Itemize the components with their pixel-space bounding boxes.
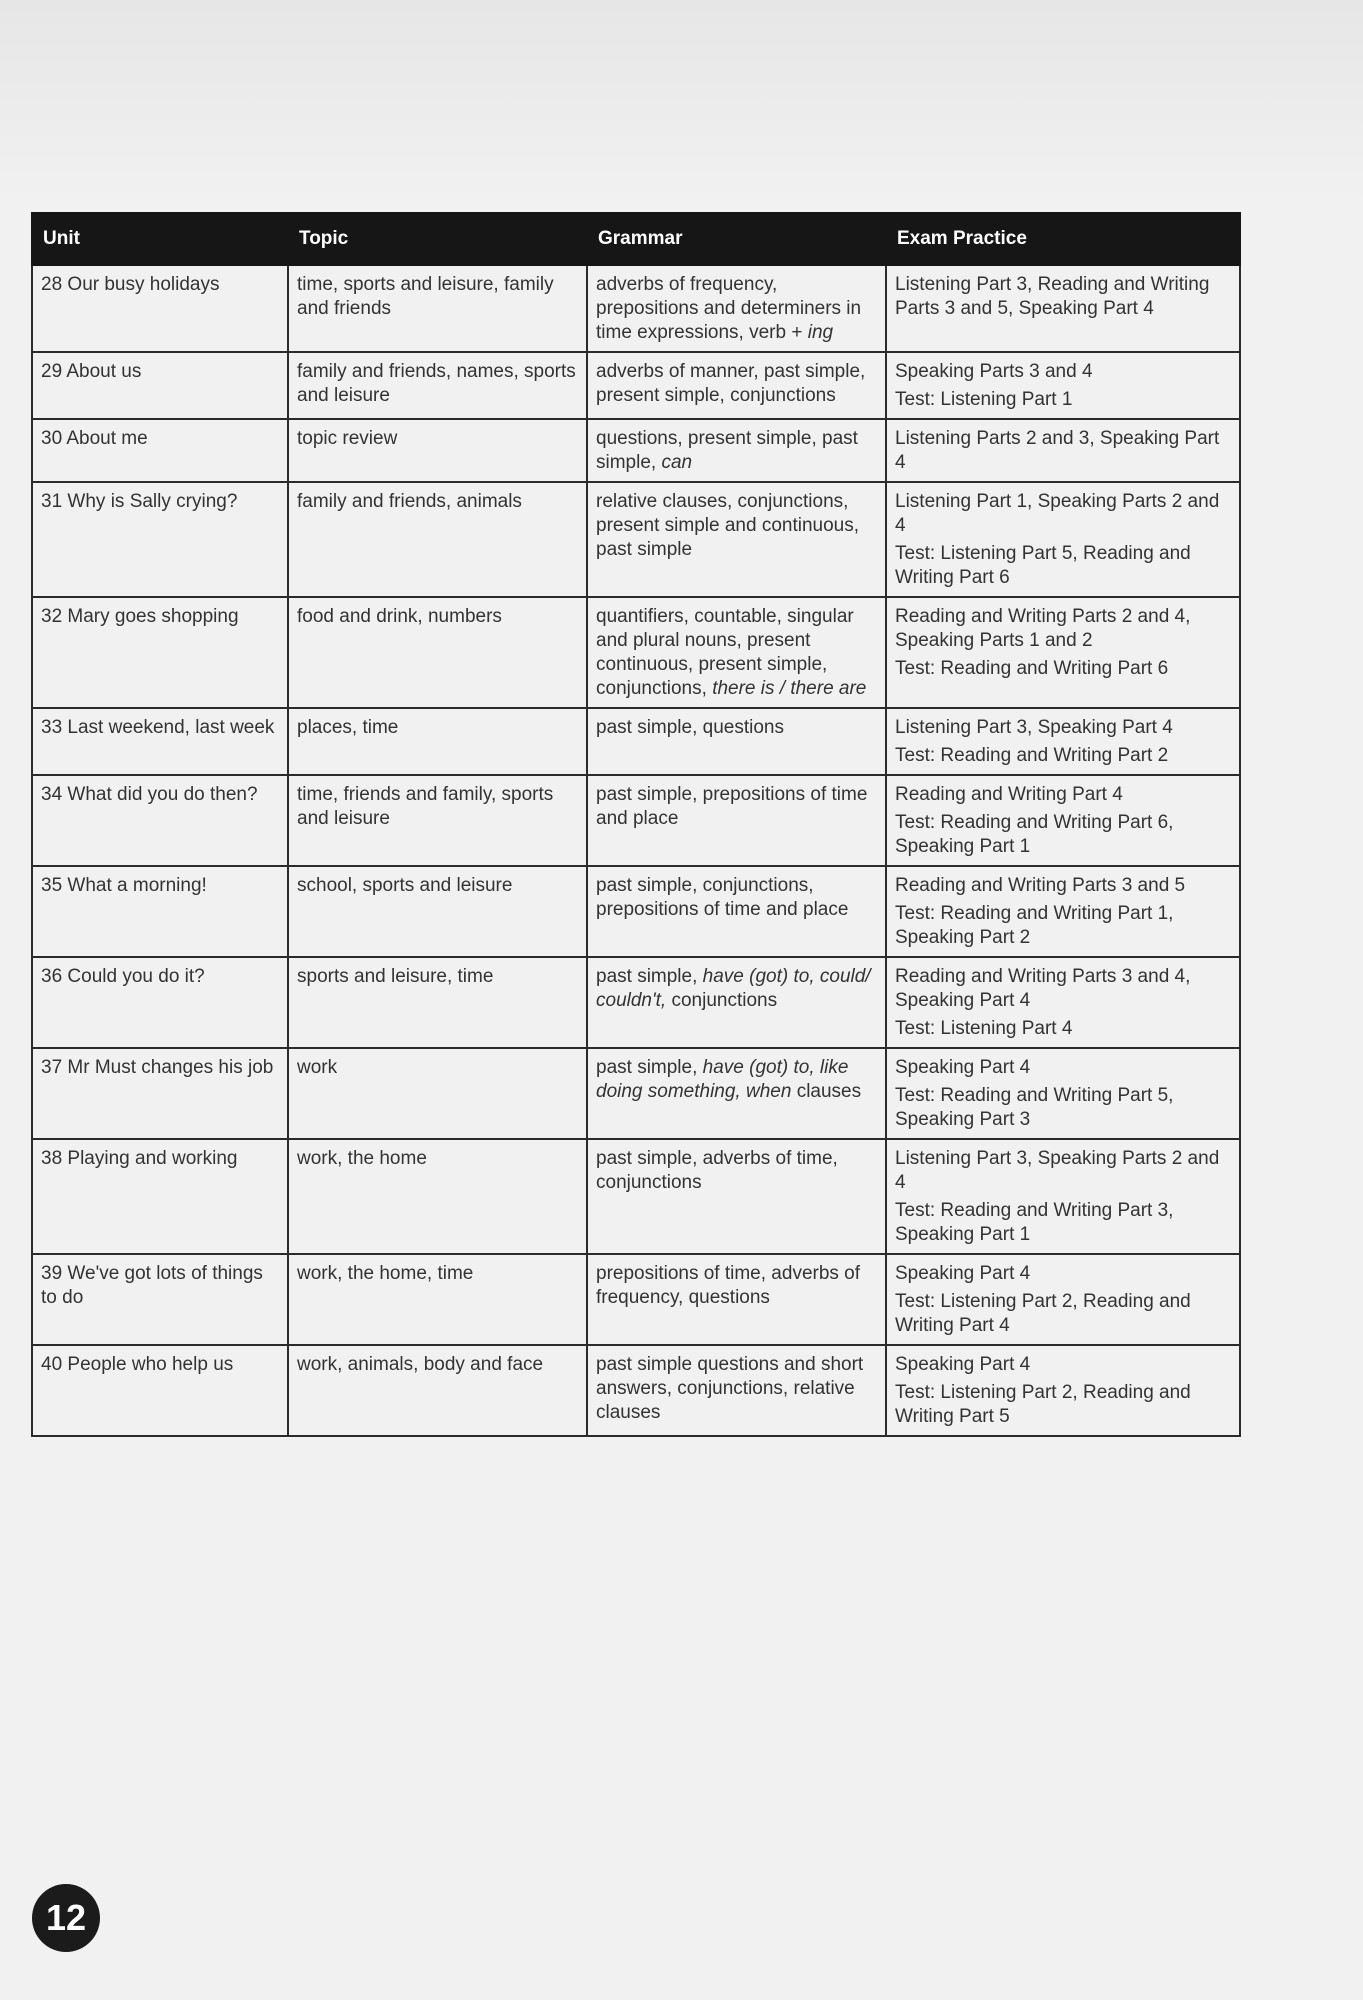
header-grammar: Grammar xyxy=(587,213,886,265)
cell-unit: 40 People who help us xyxy=(32,1345,288,1436)
cell-unit: 38 Playing and working xyxy=(32,1139,288,1254)
cell-topic: family and friends, animals xyxy=(288,482,587,597)
header-exam-practice: Exam Practice xyxy=(886,213,1240,265)
exam-practice-line: Test: Reading and Writing Part 6, Speaking Part 1 xyxy=(895,812,1174,857)
cell-grammar: quantifiers, countable, singular and plural nouns, present continuous, present simple, conjunctions, there is / there are xyxy=(587,597,886,708)
exam-practice-line: Test: Reading and Writing Part 3, Speaking Part 1 xyxy=(895,1200,1174,1245)
cell-exam-practice xyxy=(886,352,1240,419)
exam-practice-line: Speaking Part 4 xyxy=(895,1263,1031,1284)
cell-exam-practice xyxy=(886,708,1240,775)
cell-grammar: past simple, have (got) to, like doing something, when clauses xyxy=(587,1048,886,1139)
cell-exam-practice xyxy=(886,957,1240,1048)
cell-exam-practice xyxy=(886,265,1240,352)
cell-grammar: past simple, conjunctions, prepositions of time and place xyxy=(587,866,886,957)
table-row xyxy=(32,957,1240,1048)
cell-exam-practice xyxy=(886,419,1240,482)
cell-topic: family and friends, names, sports and leisure xyxy=(288,352,587,419)
cell-topic: work xyxy=(288,1048,587,1139)
table-row xyxy=(32,597,1240,708)
table-row xyxy=(32,708,1240,775)
cell-unit: 30 About me xyxy=(32,419,288,482)
cell-grammar: prepositions of time, adverbs of frequency, questions xyxy=(587,1254,886,1345)
cell-grammar: relative clauses, conjunctions, present simple and continuous, past simple xyxy=(587,482,886,597)
cell-topic: places, time xyxy=(288,708,587,775)
cell-topic: topic review xyxy=(288,419,587,482)
cell-topic: work, the home, time xyxy=(288,1254,587,1345)
cell-exam-practice xyxy=(886,482,1240,597)
cell-topic: work, animals, body and face xyxy=(288,1345,587,1436)
table-row xyxy=(32,482,1240,597)
table-row xyxy=(32,1139,1240,1254)
exam-practice-line: Test: Listening Part 2, Reading and Writing Part 5 xyxy=(895,1382,1191,1427)
table-row xyxy=(32,1048,1240,1139)
header-topic: Topic xyxy=(288,213,587,265)
exam-practice-line: Test: Listening Part 5, Reading and Writing Part 6 xyxy=(895,543,1191,588)
cell-topic: work, the home xyxy=(288,1139,587,1254)
table-row xyxy=(32,352,1240,419)
exam-practice-line: Listening Part 3, Reading and Writing Parts 3 and 5, Speaking Part 4 xyxy=(895,274,1210,319)
table-row xyxy=(32,866,1240,957)
cell-unit: 33 Last weekend, last week xyxy=(32,708,288,775)
exam-practice-line: Reading and Writing Parts 3 and 5 xyxy=(895,875,1186,896)
cell-topic: food and drink, numbers xyxy=(288,597,587,708)
cell-unit: 29 About us xyxy=(32,352,288,419)
cell-unit: 37 Mr Must changes his job xyxy=(32,1048,288,1139)
cell-grammar: past simple, adverbs of time, conjunctions xyxy=(587,1139,886,1254)
cell-exam-practice xyxy=(886,1139,1240,1254)
cell-exam-practice xyxy=(886,1345,1240,1436)
cell-topic: school, sports and leisure xyxy=(288,866,587,957)
exam-practice-line: Listening Part 1, Speaking Parts 2 and 4 xyxy=(895,491,1220,536)
cell-grammar: questions, present simple, past simple, can xyxy=(587,419,886,482)
header-unit: Unit xyxy=(32,213,288,265)
cell-unit: 35 What a morning! xyxy=(32,866,288,957)
cell-unit: 34 What did you do then? xyxy=(32,775,288,866)
exam-practice-line: Test: Listening Part 1 xyxy=(895,389,1073,410)
table-header-row xyxy=(32,213,1240,265)
cell-unit: 31 Why is Sally crying? xyxy=(32,482,288,597)
page-number-badge: 12 xyxy=(32,1884,100,1952)
cell-grammar: adverbs of manner, past simple, present simple, conjunctions xyxy=(587,352,886,419)
exam-practice-line: Listening Part 3, Speaking Parts 2 and 4 xyxy=(895,1148,1220,1193)
table-row xyxy=(32,265,1240,352)
table-body xyxy=(32,265,1240,1436)
exam-practice-line: Test: Reading and Writing Part 6 xyxy=(895,658,1169,679)
exam-practice-line: Speaking Part 4 xyxy=(895,1057,1031,1078)
table-row xyxy=(32,419,1240,482)
cell-topic: sports and leisure, time xyxy=(288,957,587,1048)
exam-practice-line: Listening Parts 2 and 3, Speaking Part 4 xyxy=(895,428,1220,473)
cell-grammar: past simple, prepositions of time and place xyxy=(587,775,886,866)
exam-practice-line: Test: Reading and Writing Part 2 xyxy=(895,745,1169,766)
exam-practice-line: Reading and Writing Parts 2 and 4, Speaking Parts 1 and 2 xyxy=(895,606,1191,651)
cell-exam-practice xyxy=(886,866,1240,957)
exam-practice-line: Test: Listening Part 4 xyxy=(895,1018,1073,1039)
exam-practice-line: Reading and Writing Part 4 xyxy=(895,784,1123,805)
cell-exam-practice xyxy=(886,1254,1240,1345)
exam-practice-line: Test: Reading and Writing Part 5, Speaking Part 3 xyxy=(895,1085,1174,1130)
cell-exam-practice xyxy=(886,1048,1240,1139)
cell-grammar: past simple, questions xyxy=(587,708,886,775)
exam-practice-line: Test: Listening Part 2, Reading and Writing Part 4 xyxy=(895,1291,1191,1336)
exam-practice-line: Speaking Parts 3 and 4 xyxy=(895,361,1093,382)
cell-unit: 32 Mary goes shopping xyxy=(32,597,288,708)
cell-topic: time, friends and family, sports and leisure xyxy=(288,775,587,866)
syllabus-table xyxy=(31,212,1241,1437)
table-row xyxy=(32,1254,1240,1345)
exam-practice-line: Reading and Writing Parts 3 and 4, Speaking Part 4 xyxy=(895,966,1191,1011)
cell-exam-practice xyxy=(886,775,1240,866)
cell-unit: 39 We've got lots of things to do xyxy=(32,1254,288,1345)
cell-unit: 28 Our busy holidays xyxy=(32,265,288,352)
cell-exam-practice xyxy=(886,597,1240,708)
page-background-shade xyxy=(0,0,1363,200)
exam-practice-line: Speaking Part 4 xyxy=(895,1354,1031,1375)
cell-grammar: past simple, have (got) to, could/ couldn't, conjunctions xyxy=(587,957,886,1048)
table-row xyxy=(32,775,1240,866)
cell-unit: 36 Could you do it? xyxy=(32,957,288,1048)
exam-practice-line: Test: Reading and Writing Part 1, Speaking Part 2 xyxy=(895,903,1174,948)
cell-topic: time, sports and leisure, family and friends xyxy=(288,265,587,352)
table-row xyxy=(32,1345,1240,1436)
cell-grammar: adverbs of frequency, prepositions and determiners in time expressions, verb + ing xyxy=(587,265,886,352)
exam-practice-line: Listening Part 3, Speaking Part 4 xyxy=(895,717,1173,738)
cell-grammar: past simple questions and short answers, conjunctions, relative clauses xyxy=(587,1345,886,1436)
